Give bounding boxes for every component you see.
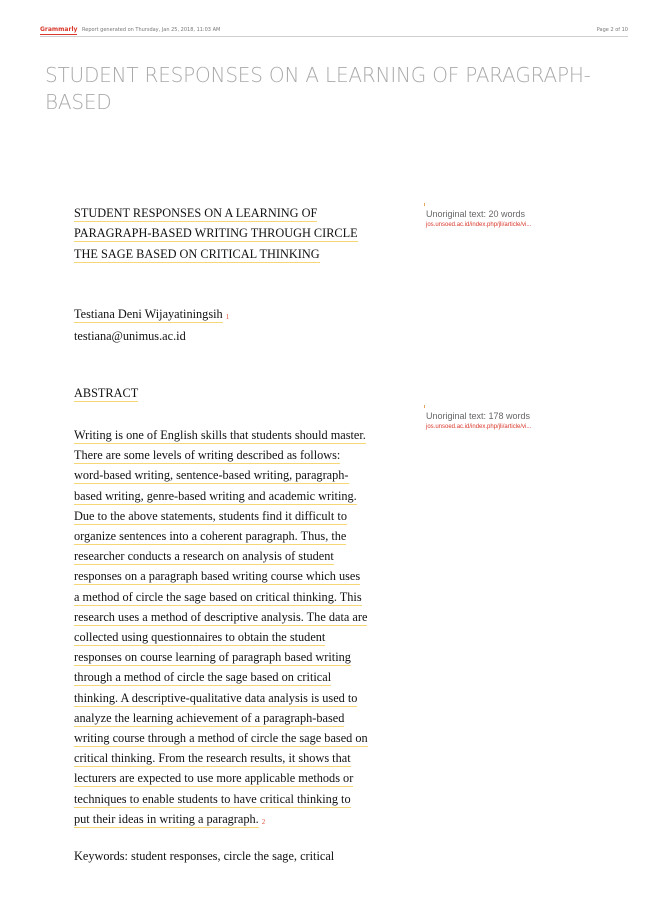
abstract-line[interactable]: lecturers are expected to use more applicable methods or <box>74 771 354 786</box>
sidebar-match-2[interactable] <box>426 411 531 430</box>
match-source-link[interactable]: jos.unsoed.ac.id/index.php/jli/article/vi... <box>426 222 532 228</box>
author-block <box>74 304 229 347</box>
abstract-line[interactable]: responses on course learning of paragraph based writing <box>74 650 351 665</box>
abstract-line[interactable]: word-based writing, sentence-based writing, paragraph- <box>74 468 349 483</box>
author-name[interactable]: Testiana Deni Wijayatiningsih <box>74 307 223 321</box>
page-number: Page 2 of 10 <box>596 26 628 33</box>
abstract-line[interactable]: thinking. A descriptive-qualitative data analysis is used to <box>74 690 358 705</box>
match-marker-2 <box>424 405 425 408</box>
abstract-heading[interactable]: ABSTRACT <box>74 386 139 400</box>
match-ref-1[interactable]: 1 <box>225 313 230 321</box>
abstract-line[interactable]: a method of circle the sage based on critical thinking. This <box>74 589 362 604</box>
paper-title-line[interactable]: THE SAGE BASED ON CRITICAL THINKING <box>74 246 320 261</box>
document-title: STUDENT RESPONSES ON A LEARNING OF PARAGRAPH-BASED <box>45 63 591 114</box>
match-label: Unoriginal text: 178 words <box>426 411 531 421</box>
paper-title-line[interactable]: PARAGRAPH-BASED WRITING THROUGH CIRCLE <box>74 226 358 241</box>
abstract-line[interactable]: techniques to enable students to have critical thinking to <box>74 791 351 806</box>
abstract-line[interactable]: research uses a method of descriptive analysis. The data are <box>74 609 368 624</box>
abstract-line[interactable]: researcher conducts a research on analysis of student <box>74 549 334 564</box>
abstract-line[interactable]: collected using questionnaires to obtain the student <box>74 630 326 645</box>
abstract-line[interactable]: through a method of circle the sage based on critical <box>74 670 332 685</box>
match-source-link[interactable]: jos.unsoed.ac.id/index.php/jli/article/vi... <box>426 424 532 430</box>
abstract-line[interactable]: organize sentences into a coherent paragraph. Thus, the <box>74 529 347 544</box>
abstract-line[interactable]: There are some levels of writing described as follows: <box>74 448 341 463</box>
paper-title <box>74 203 358 264</box>
brand-logo[interactable]: Grammarly <box>40 26 78 33</box>
match-label: Unoriginal text: 20 words <box>426 209 526 219</box>
abstract-line[interactable]: Writing is one of English skills that students should master. <box>74 428 366 442</box>
match-marker-1 <box>424 203 425 206</box>
abstract-line[interactable]: writing course through a method of circle the sage based on <box>74 731 368 746</box>
abstract-line[interactable]: analyze the learning achievement of a paragraph-based <box>74 710 345 725</box>
paper-title-line[interactable]: STUDENT RESPONSES ON A LEARNING OF <box>74 206 318 220</box>
keywords-line: Keywords: student responses, circle the sage, critical <box>74 849 335 863</box>
abstract-line[interactable]: critical thinking. From the research results, it shows that <box>74 751 351 766</box>
abstract-line[interactable]: based writing, genre-based writing and academic writing. <box>74 488 357 503</box>
abstract-line[interactable]: put their ideas in writing a paragraph. <box>74 811 259 826</box>
report-generated-text: Report generated on Thursday, Jan 25, 2018, 11:03 AM <box>82 26 221 33</box>
match-ref-2[interactable]: 2 <box>261 817 266 826</box>
report-header <box>40 26 628 37</box>
abstract-heading-wrap <box>74 385 138 401</box>
abstract-line[interactable]: Due to the above statements, students find it difficult to <box>74 508 347 523</box>
sidebar-match-1[interactable] <box>426 209 531 228</box>
abstract-body <box>74 425 374 831</box>
author-email: testiana@unimus.ac.id <box>74 329 186 344</box>
abstract-line[interactable]: responses on a paragraph based writing course which uses <box>74 569 361 584</box>
